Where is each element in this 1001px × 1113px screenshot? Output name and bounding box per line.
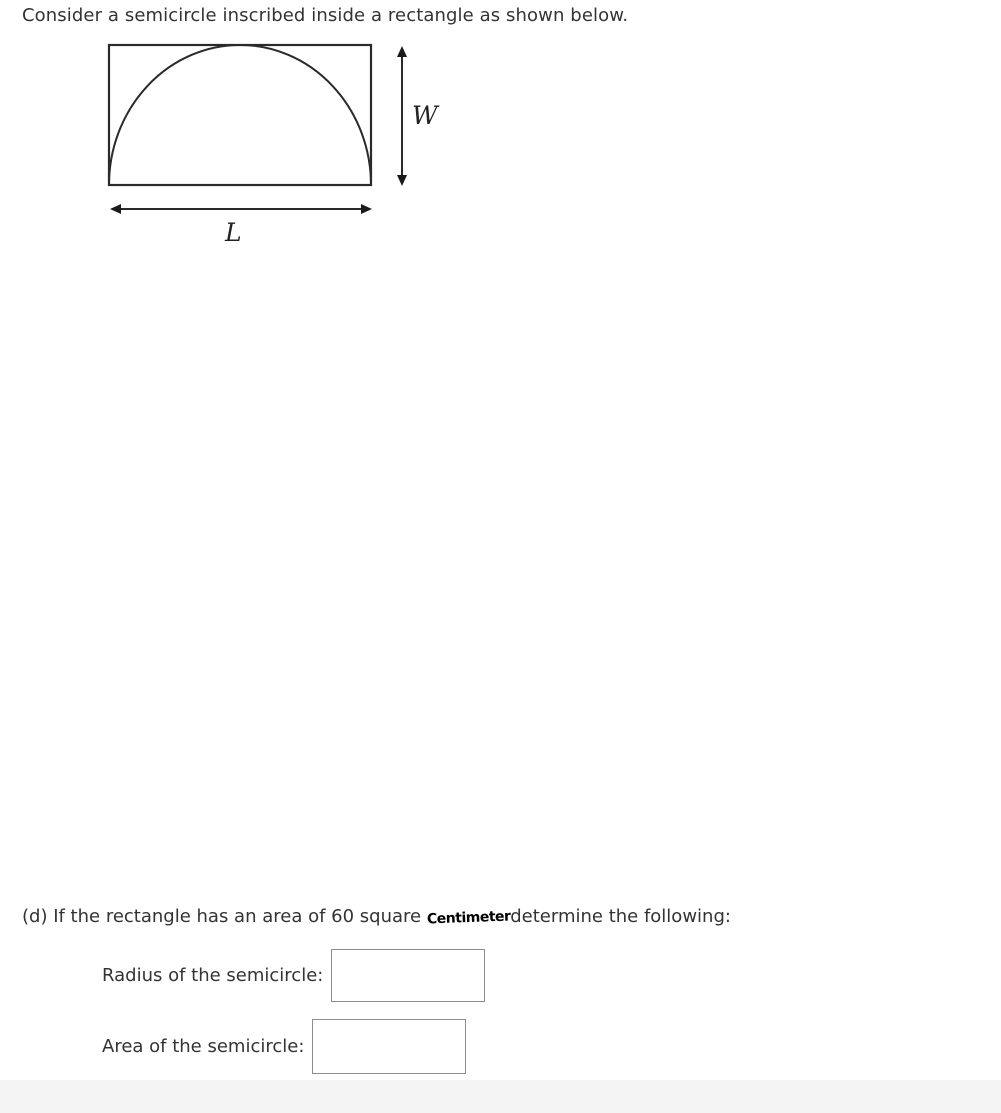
width-arrow-head-top xyxy=(397,46,407,57)
problem-intro: Consider a semicircle inscribed inside a rectangle as shown below. xyxy=(22,5,629,26)
area-input[interactable] xyxy=(312,1019,466,1074)
length-arrow-head-left xyxy=(110,204,121,214)
handwritten-unit: Centimeter xyxy=(426,908,511,928)
area-row xyxy=(102,1019,466,1074)
semicircle-arc xyxy=(109,45,371,185)
semicircle-rectangle-figure xyxy=(0,0,1001,260)
radius-row xyxy=(102,949,485,1002)
length-label: L xyxy=(225,218,242,247)
question-text xyxy=(22,906,731,927)
question-suffix: determine the following: xyxy=(510,906,731,927)
width-label: W xyxy=(412,101,438,130)
rectangle-outline xyxy=(109,45,371,185)
question-prefix: (d) If the rectangle has an area of 60 square xyxy=(22,906,427,927)
area-label: Area of the semicircle: xyxy=(102,1036,305,1057)
length-arrow-head-right xyxy=(361,204,372,214)
radius-input[interactable] xyxy=(331,949,485,1002)
width-arrow-head-bottom xyxy=(397,175,407,186)
bottom-bar xyxy=(0,1080,1001,1113)
radius-label: Radius of the semicircle: xyxy=(102,965,324,986)
